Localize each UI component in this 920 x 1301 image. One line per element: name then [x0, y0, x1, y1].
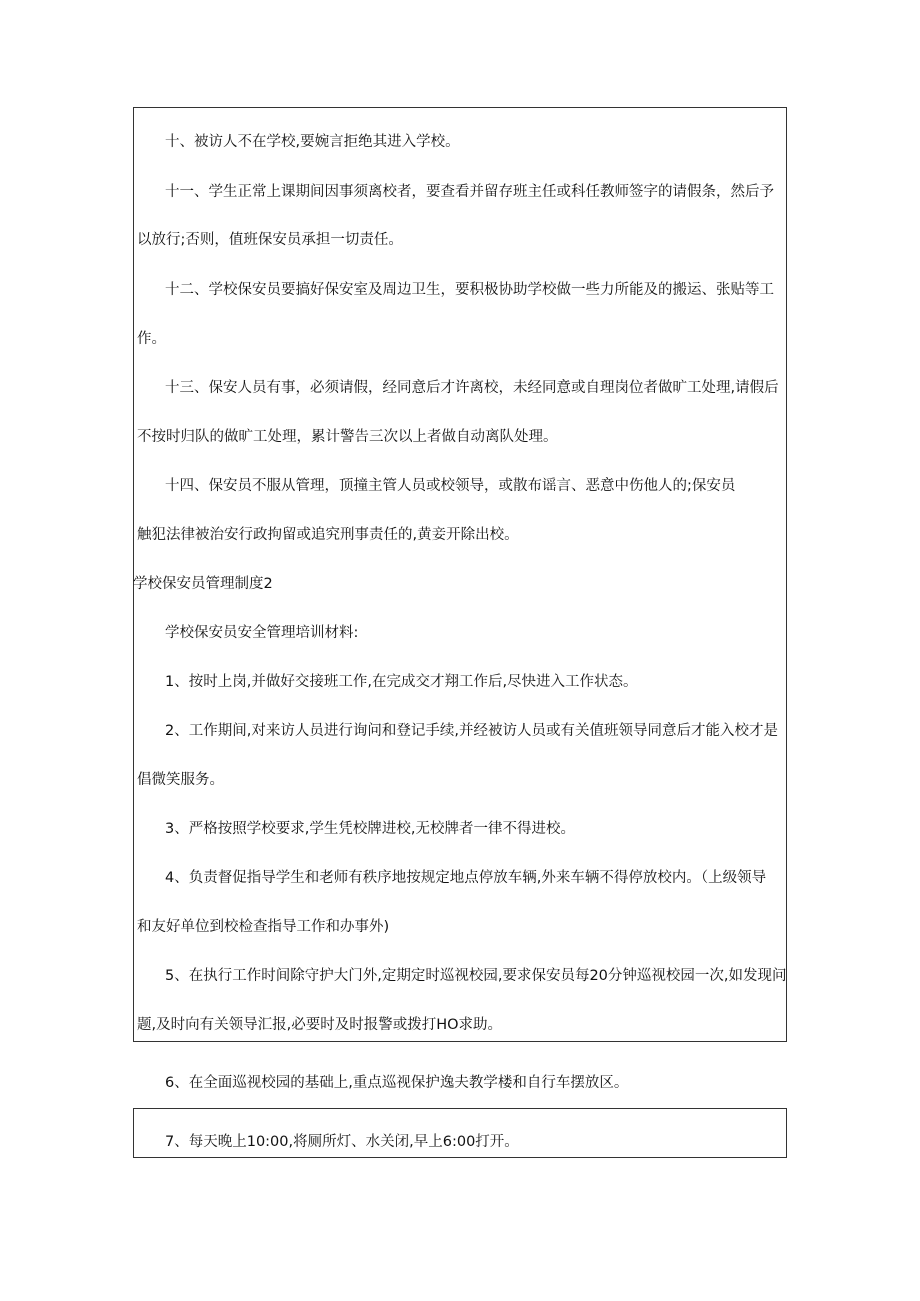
training-item-5-line2: 题,及时向有关领导汇报,必要时及时报警或拨打HO求助。	[137, 1017, 503, 1033]
training-item-2-line1: 2、工作期间,对来访人员进行询问和登记手续,并经被访人员或有关值班领导同意后才能入校才是	[165, 723, 778, 739]
training-item-3: 3、严格按照学校要求,学生凭校牌进校,无校牌者一律不得进校。	[165, 821, 575, 837]
rule-item-10: 十、被访人不在学校,要婉言拒绝其进入学校。	[165, 134, 460, 150]
rule-item-14-line1: 十四、保安员不服从管理，顶撞主管人员或校领导，或散布谣言、恶意中伤他人的;保安员	[165, 478, 736, 494]
section-heading: 学校保安员管理制度2	[133, 576, 273, 592]
rule-item-13-line1: 十三、保安人员有事，必须请假，经同意后才许离校，未经同意或自理岗位者做旷工处理,请假后	[165, 380, 779, 396]
training-item-5-line1: 5、在执行工作时间除守护大门外,定期定时巡视校园,要求保安员每20分钟巡视校园一次,如发现问	[165, 968, 787, 984]
training-item-4-line2: 和友好单位到校检查指导工作和办事外)	[137, 919, 390, 935]
section-subheading: 学校保安员安全管理培训材料:	[165, 625, 359, 641]
training-item-4-line1: 4、负责督促指导学生和老师有秩序地按规定地点停放车辆,外来车辆不得停放校内。（上级领导	[165, 870, 767, 886]
training-item-6: 6、在全面巡视校园的基础上,重点巡视保护逸夫教学楼和自行车摆放区。	[165, 1075, 629, 1091]
training-item-2-line2: 倡微笑服务。	[137, 772, 224, 788]
training-item-1: 1、按时上岗,并做好交接班工作,在完成交才翔工作后,尽快进入工作状态。	[165, 674, 638, 690]
rule-item-11-line2: 以放行;否则，值班保安员承担一切责任。	[137, 232, 403, 248]
rule-item-14-line2: 触犯法律被治安行政拘留或追究刑事责任的,黄妾开除出校。	[137, 527, 519, 543]
rule-item-11-line1: 十一、学生正常上课期间因事须离校者，要查看并留存班主任或科任教师签字的请假条，然后予	[165, 184, 774, 200]
rule-item-13-line2: 不按时归队的做旷工处理，累计警告三次以上者做自动离队处理。	[137, 429, 558, 445]
rule-item-12-line2: 作。	[137, 331, 166, 347]
rule-item-12-line1: 十二、学校保安员要搞好保安室及周边卫生，要积极协助学校做一些力所能及的搬运、张贴等工	[165, 282, 774, 298]
training-item-7: 7、每天晚上10:00,将厕所灯、水关闭,早上6:00打开。	[165, 1134, 519, 1150]
